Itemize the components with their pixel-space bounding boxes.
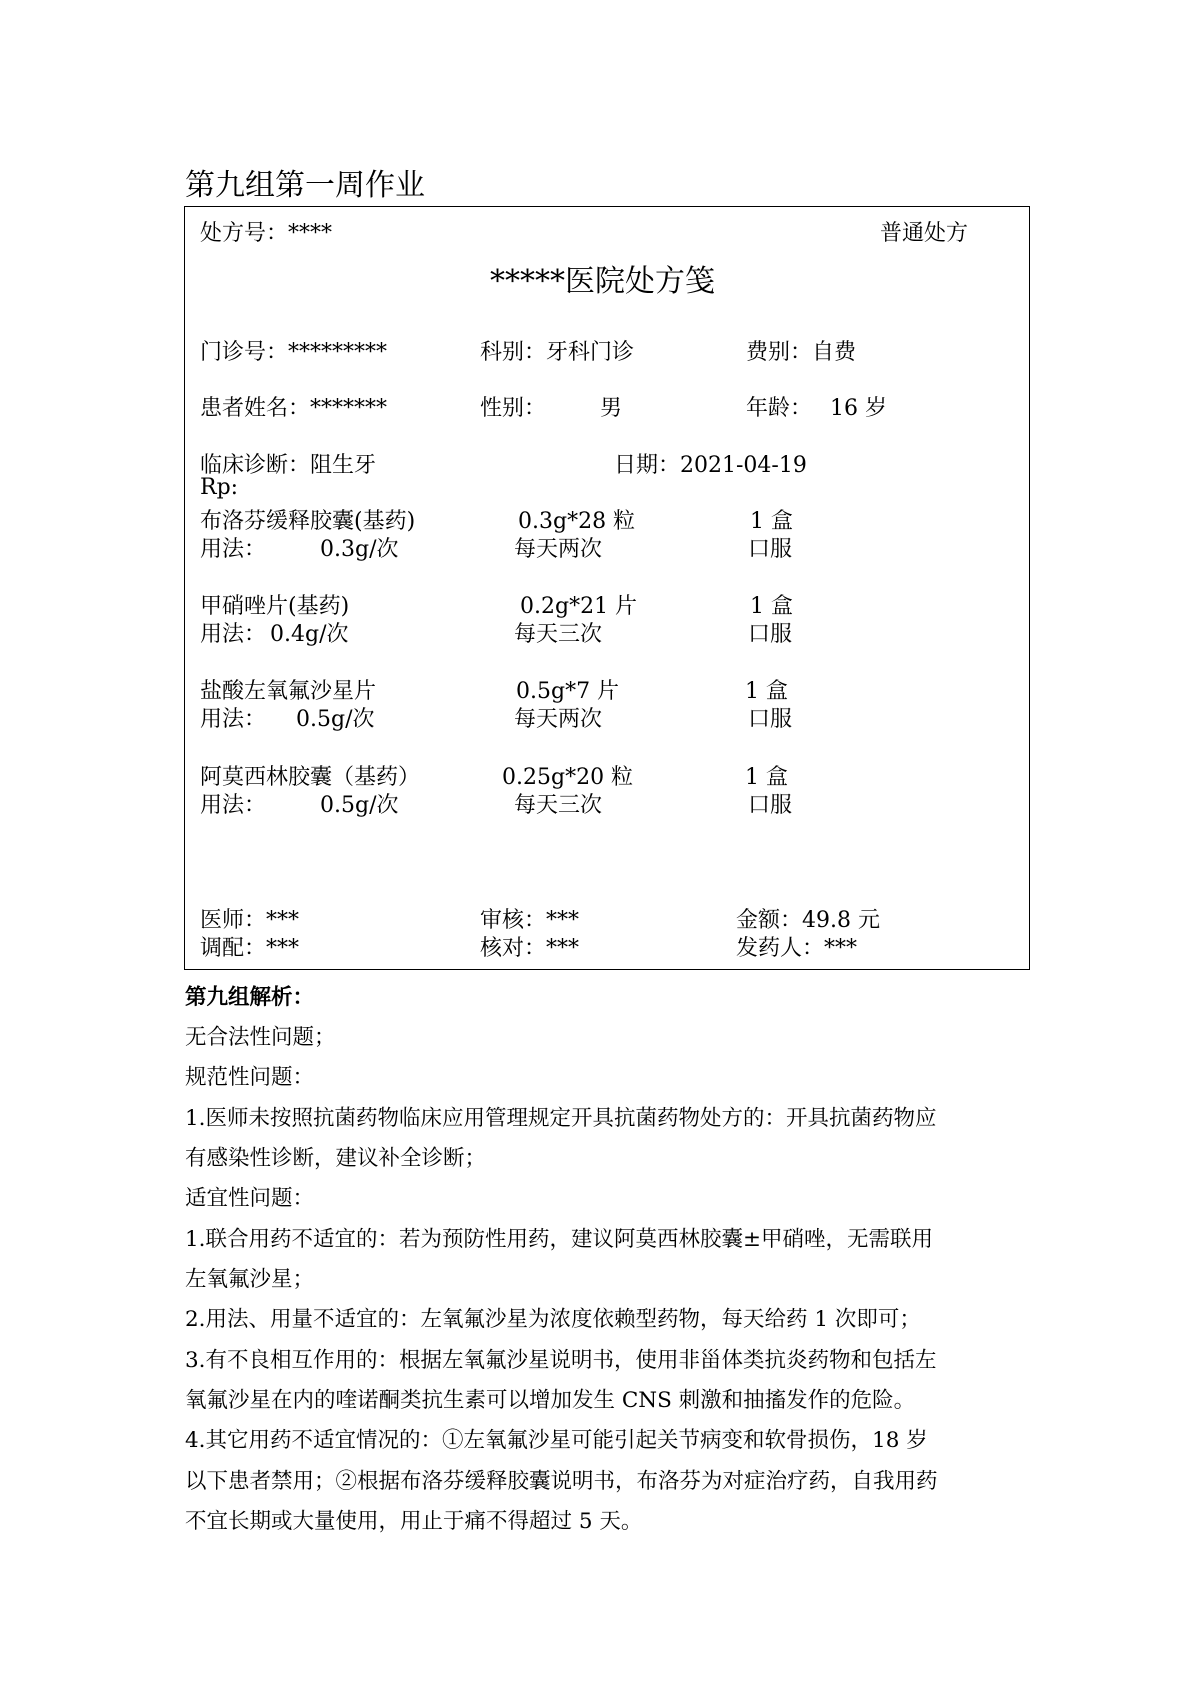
prescription-box [184, 206, 1030, 970]
department: 科别：牙科门诊 [480, 340, 635, 365]
drug-frequency: 每天三次 [514, 793, 603, 818]
analysis-line: 1.医师未按照抗菌药物临床应用管理规定开具抗菌药物处方的：开具抗菌药物应 [185, 1106, 937, 1131]
drug-route: 口服 [748, 622, 793, 647]
drug-dose: 0.5g/次 [296, 707, 375, 732]
outpatient-number: 门诊号：********* [200, 340, 388, 365]
clinical-diagnosis: 临床诊断：阻生牙 [200, 453, 377, 478]
rp-label: Rp: [200, 475, 239, 500]
hospital-title: *****医院处方笺 [490, 264, 715, 299]
drug-route: 口服 [748, 537, 793, 562]
prescription-date: 日期：2021-04-19 [614, 453, 807, 478]
drug-frequency: 每天三次 [514, 622, 603, 647]
amount: 金额：49.8 元 [736, 908, 880, 933]
analysis-line: 3.有不良相互作用的：根据左氧氟沙星说明书，使用非甾体类抗炎药物和包括左 [185, 1348, 937, 1373]
analysis-suitability-heading: 适宜性问题： [185, 1186, 315, 1211]
drug-frequency: 每天两次 [514, 537, 603, 562]
drug-quantity: 1 盒 [745, 679, 788, 704]
analysis-line: 4.其它用药不适宜情况的：①左氧氟沙星可能引起关节病变和软骨损伤，18 岁 [185, 1428, 928, 1453]
gender-value: 男 [600, 396, 623, 421]
drug-dose: 0.4g/次 [270, 622, 349, 647]
age-label: 年龄： [746, 396, 813, 421]
drug-name: 甲硝唑片(基药) [200, 594, 350, 619]
analysis-line: 1.联合用药不适宜的：若为预防性用药，建议阿莫西林胶囊±甲硝唑，无需联用 [185, 1227, 934, 1252]
analysis-line: 有感染性诊断，建议补全诊断； [185, 1146, 487, 1171]
drug-dose: 0.5g/次 [320, 793, 399, 818]
usage-label: 用法： [200, 537, 267, 562]
drug-spec: 0.3g*28 粒 [518, 509, 636, 534]
checker: 核对：*** [480, 936, 580, 961]
document-title: 第九组第一周作业 [185, 168, 425, 203]
age-value: 16 岁 [830, 396, 887, 421]
analysis-line: 以下患者禁用；②根据布洛芬缓释胶囊说明书，布洛芬为对症治疗药，自我用药 [185, 1469, 938, 1494]
doctor: 医师：*** [200, 908, 300, 933]
prescription-number: 处方号：**** [200, 221, 333, 246]
drug-route: 口服 [748, 707, 793, 732]
drug-name: 布洛芬缓释胶囊(基药) [200, 509, 416, 534]
reviewer: 审核：*** [480, 908, 580, 933]
analysis-standard-heading: 规范性问题： [185, 1065, 315, 1090]
drug-spec: 0.25g*20 粒 [502, 765, 634, 790]
drug-quantity: 1 盒 [745, 765, 788, 790]
fee-type: 费别：自费 [746, 340, 857, 365]
gender-label: 性别： [480, 396, 547, 421]
drug-dose: 0.3g/次 [320, 537, 399, 562]
drug-quantity: 1 盒 [750, 594, 793, 619]
drug-frequency: 每天两次 [514, 707, 603, 732]
drug-quantity: 1 盒 [750, 509, 793, 534]
drug-name: 盐酸左氧氟沙星片 [200, 679, 377, 704]
patient-name: 患者姓名：******* [200, 396, 388, 421]
prescription-type: 普通处方 [880, 221, 969, 246]
issuer: 发药人：*** [736, 936, 858, 961]
analysis-line: 2.用法、用量不适宜的：左氧氟沙星为浓度依赖型药物，每天给药 1 次即可； [185, 1307, 921, 1332]
analysis-line: 不宜长期或大量使用，用止于痛不得超过 5 天。 [185, 1509, 643, 1534]
usage-label: 用法： [200, 707, 267, 732]
drug-route: 口服 [748, 793, 793, 818]
drug-name: 阿莫西林胶囊（基药） [200, 765, 421, 790]
usage-label: 用法： [200, 793, 267, 818]
analysis-legality: 无合法性问题； [185, 1025, 336, 1050]
drug-spec: 0.2g*21 片 [520, 594, 638, 619]
dispenser: 调配：*** [200, 936, 300, 961]
drug-spec: 0.5g*7 片 [516, 679, 620, 704]
analysis-line: 氧氟沙星在内的喹诺酮类抗生素可以增加发生 CNS 刺激和抽搐发作的危险。 [185, 1388, 916, 1413]
usage-label: 用法： [200, 622, 267, 647]
analysis-line: 左氧氟沙星； [185, 1267, 315, 1292]
analysis-heading: 第九组解析： [185, 985, 315, 1010]
